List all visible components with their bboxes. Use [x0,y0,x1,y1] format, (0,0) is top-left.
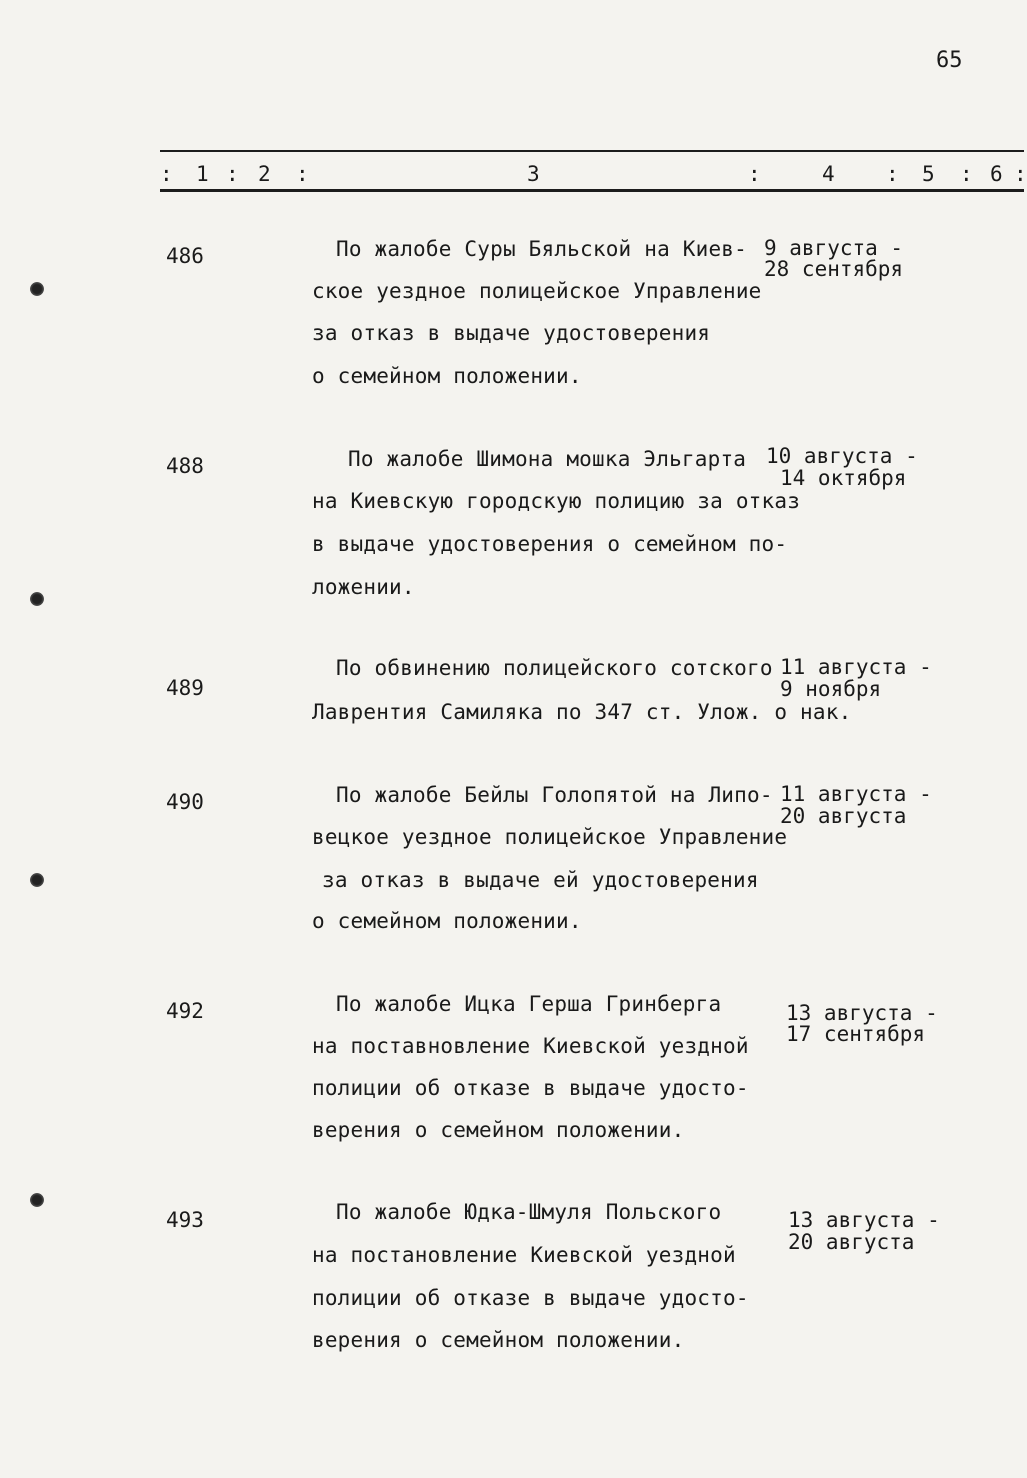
entry-description-line: ложении. [312,575,415,599]
entry-date-end: 17 сентября [786,1022,926,1046]
header-separator: : [226,162,239,186]
page-number: 65 [936,48,963,73]
entry-number: 490 [166,790,204,814]
entry-date-end: 14 октября [780,466,907,490]
entry-date-end: 20 августа [780,804,907,828]
entry-description-line: на постановление Киевской уездной [312,1243,736,1267]
entry-date-start: 13 августа - [786,1001,938,1025]
punch-hole [30,282,44,296]
entry-number: 488 [166,454,204,478]
entry-number: 492 [166,999,204,1023]
entry-date-end: 20 августа [788,1230,915,1254]
entry-date-start: 9 августа - [764,236,904,260]
entry-description-line: верения о семейном положении. [312,1328,685,1352]
entry-description-line: на Киевскую городскую полицию за отказ [312,489,801,513]
header-separator: : [960,162,973,186]
header-separator: : [1014,162,1027,186]
entry-description-line: верения о семейном положении. [312,1118,685,1142]
column-header-5: 5 [922,162,935,186]
entry-description-line: в выдаче удостоверения о семейном по- [312,532,788,556]
header-separator: : [160,162,173,186]
entry-description-line: По обвинению полицейского сотского [336,656,773,680]
entry-number: 486 [166,244,204,268]
entry-date-end: 28 сентября [764,257,904,281]
entry-description-line: на поставновление Киевской уездной [312,1034,749,1058]
entry-description-line: о семейном положении. [312,909,582,933]
entry-description-line: полиции об отказе в выдаче удосто- [312,1286,749,1310]
entry-date-start: 11 августа - [780,782,932,806]
entry-date-end: 9 ноября [780,677,882,701]
header-separator: : [296,162,309,186]
entry-description-line: за отказ в выдаче удостоверения [312,321,711,345]
header-rule-bottom [160,189,1024,192]
entry-description-line: ское уездное полицейское Управление [312,279,762,303]
punch-hole [30,873,44,887]
header-separator: : [886,162,899,186]
entry-description-line: полиции об отказе в выдаче удосто- [312,1076,749,1100]
entry-description-line: По жалобе Шимона мошка Эльгарта [348,447,747,471]
column-header-3: 3 [527,162,540,186]
entry-description-line: за отказ в выдаче ей удостоверения [322,868,759,892]
entry-description-line: Лаврентия Самиляка по 347 ст. Улож. о нак. [312,700,852,724]
entry-description-line: вецкое уездное полицейское Управление [312,825,788,849]
header-separator: : [748,162,761,186]
punch-hole [30,592,44,606]
entry-description-line: о семейном положении. [312,364,582,388]
entry-description-line: По жалобе Юдка-Шмуля Польского [336,1200,722,1224]
column-header-4: 4 [822,162,835,186]
entry-description-line: По жалобе Бейлы Голопятой на Липо- [336,783,773,807]
column-header-6: 6 [990,162,1003,186]
header-rule-top [160,150,1024,152]
column-header-2: 2 [258,162,271,186]
entry-number: 493 [166,1208,204,1232]
entry-date-start: 13 августа - [788,1208,940,1232]
entry-date-start: 10 августа - [766,444,918,468]
entry-date-start: 11 августа - [780,655,932,679]
entry-description-line: По жалобе Суры Бяльской на Киев- [336,237,747,261]
entry-number: 489 [166,676,204,700]
entry-description-line: По жалобе Ицка Герша Гринберга [336,992,722,1016]
column-header-1: 1 [196,162,209,186]
punch-hole [30,1193,44,1207]
